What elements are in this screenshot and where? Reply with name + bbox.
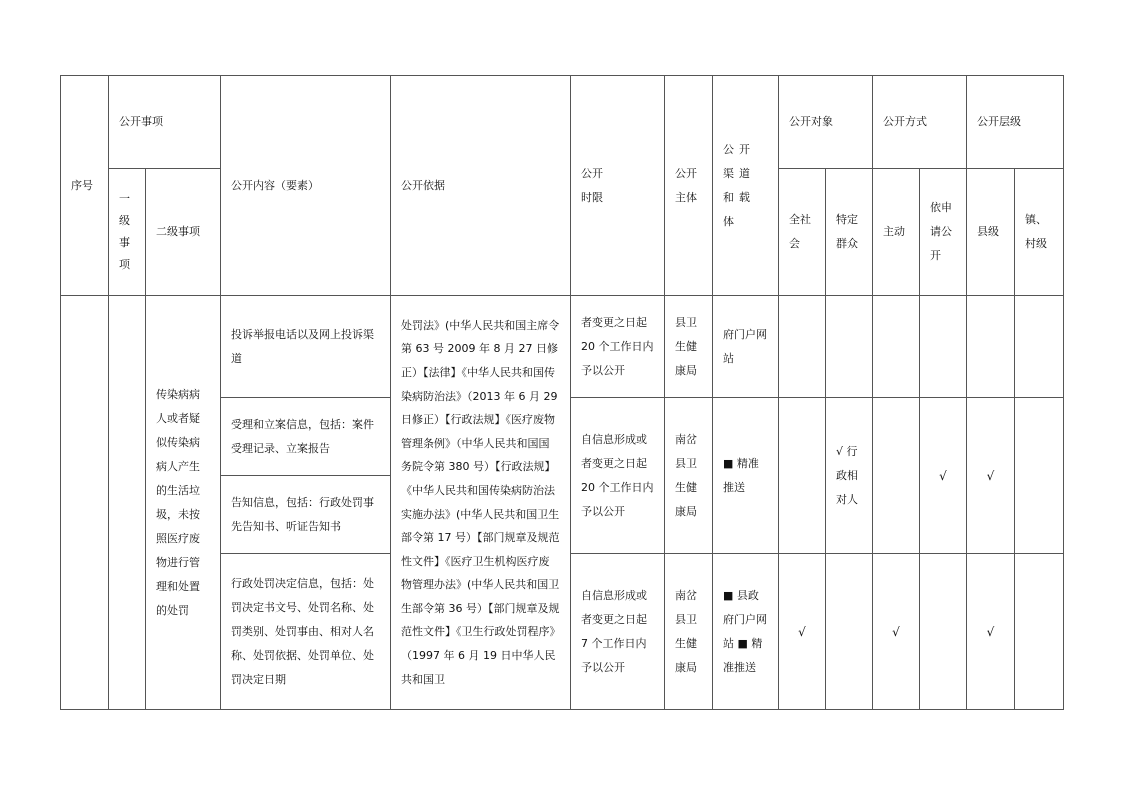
content-cell: 告知信息，包括：行政处罚事先告知书、听证告知书 [221,476,391,554]
content-cell: 受理和立案信息，包括：案件受理记录、立案报告 [221,398,391,476]
time-limit-cell: 者变更之日起 20 个工作日内予以公开 [571,296,665,398]
level1-cell [109,296,146,710]
header-level: 公开层级 [967,76,1064,169]
disclosure-table [60,75,1064,710]
header-level-county: 县级 [967,169,1015,296]
header-row-1 [61,76,1064,169]
header-level-town: 镇、村级 [1015,169,1064,296]
channel-cell: ■ 精准推送 [713,398,779,554]
level-town-cell [1015,398,1064,554]
audience-all-cell [779,398,826,554]
audience-all-cell [779,296,826,398]
header-method: 公开方式 [873,76,967,169]
level-county-cell [967,296,1015,398]
header-channel: 公开渠道和载体 [713,76,779,296]
method-active-cell [873,296,920,398]
header-subject: 公开 主体 [665,76,713,296]
table-row [61,296,1064,398]
basis-cell: 处罚法》(中华人民共和国主席令第 63 号 2009 年 8 月 27 日修正）【法律】《中华人民共和国传染病防治法》（2013 年 6 月 29 日修正）【行政法规】《医疗废物管理条例》（中华人民共和国国务院令第 380 号）【行政法规】《中华人民共和国传染病防治法实施办法》(中华人民共和国卫生部令第 17 号）【部门规章及规范性文件】《医疗卫生机构医疗废物管理办法》(中华人民共和国卫生部令第 36 号）【部门规章及规范性文件】《卫生行政处罚程序》（1997 年 6 月 19 日中华人民共和国卫 [391,296,571,710]
method-request-check: √ [920,398,967,554]
time-limit-cell: 自信息形成或者变更之日起 20 个工作日内予以公开 [571,398,665,554]
channel-cell: ■ 县政府门户网站 ■ 精准推送 [713,554,779,710]
header-audience: 公开对象 [779,76,873,169]
method-active-check: √ [873,554,920,710]
item-name: 传染病病人或者疑似传染病病人产生的生活垃圾，未按照医疗废物进行管理和处置的处罚 [146,296,221,710]
header-level1: 一 级 事 项 [109,169,146,296]
header-method-active: 主动 [873,169,920,296]
seq-cell [61,296,109,710]
audience-specific-cell: √ 行政相对人 [826,398,873,554]
subject-cell: 南岔县卫生健康局 [665,554,713,710]
level-town-cell [1015,554,1064,710]
method-active-cell [873,398,920,554]
level-county-check: √ [967,398,1015,554]
content-cell: 行政处罚决定信息，包括：处罚决定书文号、处罚名称、处罚类别、处罚事由、相对人名称、处罚依据、处罚单位、处罚决定日期 [221,554,391,710]
subject-cell: 南岔县卫生健康局 [665,398,713,554]
header-audience-specific: 特定群众 [826,169,873,296]
level-county-check: √ [967,554,1015,710]
level-town-cell [1015,296,1064,398]
audience-all-check: √ [779,554,826,710]
subject-cell: 县卫生健康局 [665,296,713,398]
method-request-cell [920,296,967,398]
header-time-limit: 公开 时限 [571,76,665,296]
header-method-request: 依申请公开 [920,169,967,296]
header-items: 公开事项 [109,76,221,169]
header-level2: 二级事项 [146,169,221,296]
header-audience-all: 全社会 [779,169,826,296]
channel-cell: 府门户网站 [713,296,779,398]
header-content: 公开内容（要素） [221,76,391,296]
method-request-cell [920,554,967,710]
audience-specific-cell [826,296,873,398]
audience-specific-cell [826,554,873,710]
time-limit-cell: 自信息形成或者变更之日起 7 个工作日内予以公开 [571,554,665,710]
header-seq: 序号 [61,76,109,296]
content-cell: 投诉举报电话以及网上投诉渠道 [221,296,391,398]
header-basis: 公开依据 [391,76,571,296]
